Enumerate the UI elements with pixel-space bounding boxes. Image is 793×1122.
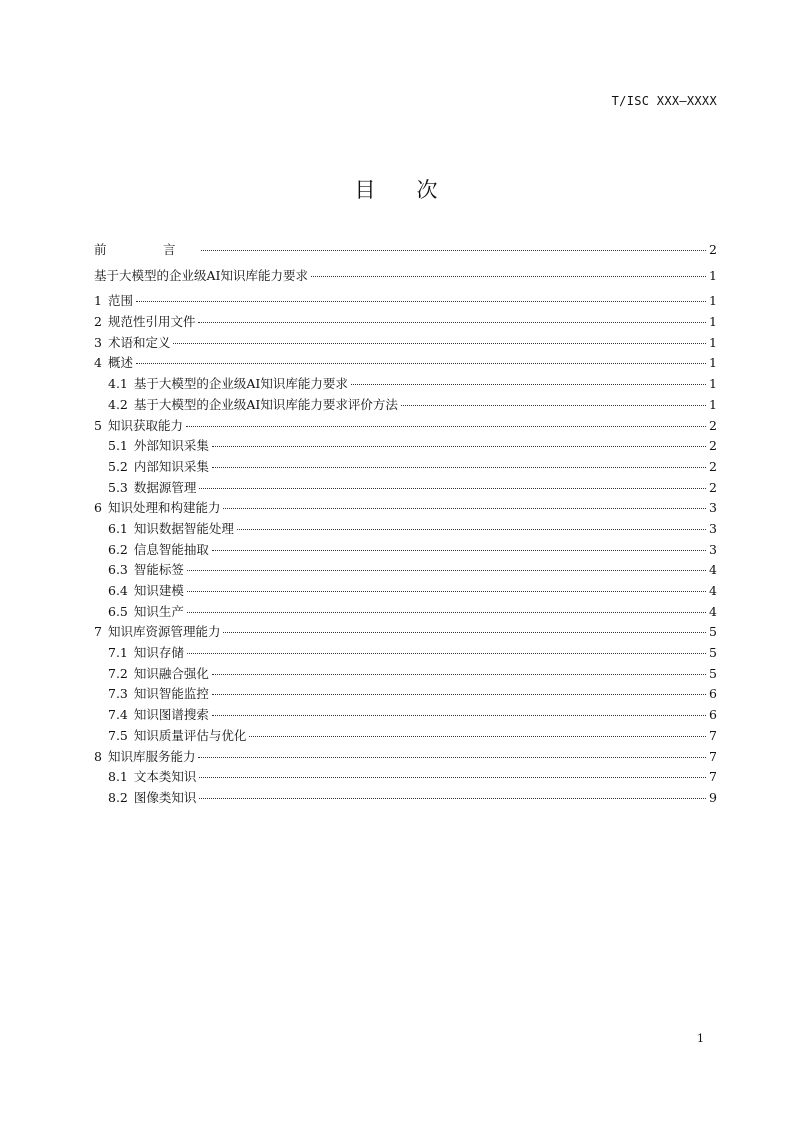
toc-entry-label: 外部知识采集 [133, 438, 209, 454]
toc-entry[interactable] [94, 291, 717, 312]
dot-leader [223, 508, 706, 509]
toc-entry-page: 1 [709, 355, 717, 371]
dot-leader [212, 715, 706, 716]
toc-entry-page: 5 [709, 665, 717, 681]
toc-entry-label: 知识存储 [133, 645, 184, 661]
toc-entry-number: 7.2 [108, 665, 128, 681]
dot-leader [249, 736, 706, 737]
dot-leader [212, 446, 706, 447]
toc-entry-number: 4 [94, 355, 102, 371]
toc-entry[interactable] [94, 374, 717, 395]
toc-entry[interactable] [94, 664, 717, 685]
toc-entry-page: 1 [709, 334, 717, 350]
toc-entry-label: 概述 [107, 355, 133, 371]
toc-entry-page: 3 [709, 541, 717, 557]
dot-leader [186, 426, 706, 427]
toc-entry-label: 知识质量评估与优化 [133, 727, 247, 743]
toc-entry-number: 6.1 [108, 520, 128, 536]
toc-entry-number: 2 [94, 314, 102, 330]
toc-entry-number: 7.1 [108, 645, 128, 661]
page-title [0, 174, 793, 204]
toc-entry-label: 知识智能监控 [133, 686, 209, 702]
toc-entry[interactable] [94, 705, 717, 726]
toc-entry[interactable] [94, 622, 717, 643]
toc-entry-page: 7 [709, 769, 717, 785]
toc-entry[interactable] [94, 498, 717, 519]
toc-entry-label: 基于大模型的企业级AI知识库能力要求评价方法 [133, 396, 398, 412]
page-number: 1 [697, 1032, 704, 1045]
toc-entry-page: 3 [709, 500, 717, 516]
dot-leader [237, 529, 706, 530]
toc-entry-page: 2 [709, 242, 717, 257]
toc-entry-label: 知识库服务能力 [107, 748, 196, 764]
dot-leader [187, 612, 706, 613]
toc-entry-page: 5 [709, 645, 717, 661]
toc-entry-page: 6 [709, 686, 717, 702]
toc-entry[interactable] [94, 436, 717, 457]
dot-leader [212, 550, 706, 551]
toc-entry-label: 基于大模型的企业级AI知识库能力要求 [94, 267, 308, 283]
toc-entry-number: 5.2 [108, 458, 128, 474]
toc-entry-page: 1 [709, 293, 717, 309]
toc-entry-page: 4 [709, 603, 717, 619]
toc-entry[interactable] [94, 240, 717, 261]
dot-leader [198, 322, 706, 323]
toc-entry-page: 1 [709, 314, 717, 330]
toc-entry[interactable] [94, 266, 717, 287]
toc-entry-label: 内部知识采集 [133, 458, 209, 474]
toc-entry-page: 7 [709, 748, 717, 764]
toc-entry-number: 5.3 [108, 479, 128, 495]
dot-leader [136, 301, 706, 302]
toc-entry-label: 术语和定义 [107, 334, 171, 350]
toc-entry[interactable] [94, 416, 717, 437]
toc-entry[interactable] [94, 726, 717, 747]
toc-entry[interactable] [94, 684, 717, 705]
toc-entry-label: 前 言 [94, 242, 198, 257]
toc-entry-page: 9 [709, 789, 717, 805]
dot-leader [187, 570, 706, 571]
toc-entry[interactable] [94, 602, 717, 623]
toc-entry-label: 知识库资源管理能力 [107, 624, 221, 640]
toc-entry[interactable] [94, 581, 717, 602]
dot-leader [401, 405, 706, 406]
dot-leader [199, 777, 706, 778]
toc-entry-label: 知识建模 [133, 583, 184, 598]
toc-entry-number: 7.5 [108, 727, 128, 743]
toc-entry-label: 知识图谱搜索 [133, 707, 209, 723]
toc-entry-number: 4.2 [108, 396, 128, 412]
toc-entry[interactable] [94, 353, 717, 374]
toc-entry-page: 4 [709, 562, 717, 578]
toc-entry-number: 7.3 [108, 686, 128, 702]
toc-entry-label: 知识处理和构建能力 [107, 500, 221, 516]
toc-entry-label: 知识获取能力 [107, 417, 183, 433]
toc-entry-page: 1 [709, 396, 717, 412]
toc-entry-number: 3 [94, 334, 102, 350]
toc-entry-number: 4.1 [108, 376, 128, 392]
toc-entry-page: 2 [709, 479, 717, 495]
toc-entry[interactable] [94, 333, 717, 354]
toc-entry-label: 数据源管理 [133, 479, 197, 495]
toc-entry-page: 6 [709, 707, 717, 723]
toc-entry-label: 基于大模型的企业级AI知识库能力要求 [133, 376, 348, 392]
toc-entry-number: 1 [94, 293, 102, 309]
dot-leader [136, 363, 706, 364]
toc-entry-page: 1 [709, 376, 717, 392]
toc-entry-label: 范围 [107, 293, 133, 309]
toc-entry-page: 5 [709, 624, 717, 640]
toc-entry-label: 图像类知识 [133, 789, 197, 805]
toc-entry[interactable] [94, 767, 717, 788]
table-of-contents [94, 240, 717, 809]
toc-entry[interactable] [94, 395, 717, 416]
toc-entry[interactable] [94, 478, 717, 499]
toc-entry-label: 文本类知识 [133, 769, 197, 785]
toc-entry-label: 规范性引用文件 [107, 314, 196, 330]
toc-entry-page: 2 [709, 438, 717, 454]
toc-entry-page: 4 [709, 583, 717, 598]
document-code: T/ISC XXX—XXXX [611, 94, 717, 108]
toc-entry[interactable] [94, 519, 717, 540]
toc-entry-label: 知识生产 [133, 603, 184, 619]
toc-entry-page: 3 [709, 520, 717, 536]
dot-leader [199, 488, 706, 489]
toc-entry-number: 5.1 [108, 438, 128, 454]
toc-entry-page: 1 [709, 267, 717, 283]
dot-leader [351, 384, 706, 385]
dot-leader [212, 674, 706, 675]
title-char-2: 次 [416, 178, 439, 202]
toc-entry-number: 6.5 [108, 603, 128, 619]
toc-entry-number: 6.2 [108, 541, 128, 557]
toc-entry-number: 6.4 [108, 583, 128, 598]
toc-entry[interactable] [94, 643, 717, 664]
dot-leader [311, 276, 706, 277]
dot-leader [187, 653, 706, 654]
toc-entry[interactable] [94, 457, 717, 478]
dot-leader [212, 694, 706, 695]
toc-entry[interactable] [94, 540, 717, 561]
toc-entry-label: 知识融合强化 [133, 665, 209, 681]
dot-leader [198, 757, 706, 758]
dot-leader [173, 343, 706, 344]
dot-leader [187, 591, 706, 592]
toc-entry-page: 7 [709, 727, 717, 743]
toc-entry-page: 2 [709, 458, 717, 474]
toc-entry-number: 6.3 [108, 562, 128, 578]
toc-entry-number: 5 [94, 417, 102, 433]
toc-entry-label: 知识数据智能处理 [133, 520, 234, 536]
toc-entry[interactable] [94, 788, 717, 809]
toc-entry-number: 8.2 [108, 789, 128, 805]
toc-entry[interactable] [94, 560, 717, 581]
title-char-1: 目 [354, 178, 377, 202]
dot-leader [223, 632, 706, 633]
toc-entry-label: 信息智能抽取 [133, 541, 209, 557]
dot-leader [212, 467, 706, 468]
toc-entry-number: 7 [94, 624, 102, 640]
toc-entry-number: 8 [94, 748, 102, 764]
toc-entry-number: 8.1 [108, 769, 128, 785]
toc-entry-label: 智能标签 [133, 562, 184, 578]
toc-entry[interactable] [94, 747, 717, 768]
dot-leader [201, 250, 707, 251]
toc-entry-number: 7.4 [108, 707, 128, 723]
toc-entry-page: 2 [709, 417, 717, 433]
dot-leader [199, 798, 706, 799]
toc-entry[interactable] [94, 312, 717, 333]
toc-entry-number: 6 [94, 500, 102, 516]
